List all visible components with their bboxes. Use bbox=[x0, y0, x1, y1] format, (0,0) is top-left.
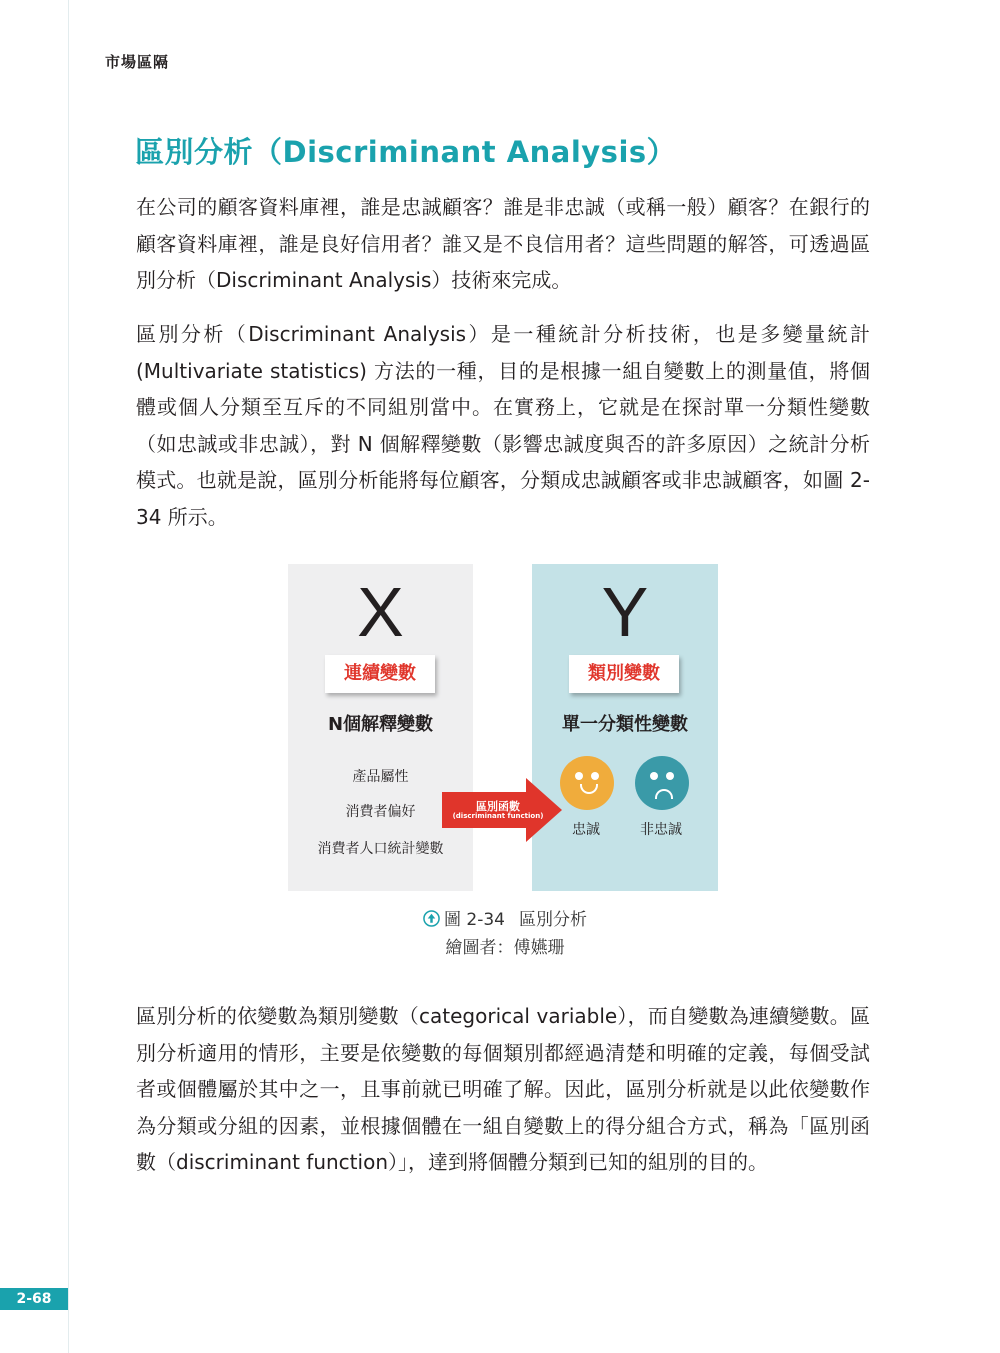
x-item-product-attributes: 產品屬性 bbox=[352, 769, 409, 785]
caption-number: 圖 2-34 bbox=[444, 910, 505, 930]
x-item-consumer-preference: 消費者偏好 bbox=[345, 804, 416, 820]
arrow-label: 區別函數 bbox=[476, 800, 520, 813]
disloyal-label: 非忠誠 bbox=[640, 822, 682, 838]
x-letter: X bbox=[357, 573, 404, 651]
happy-face-icon bbox=[560, 756, 614, 810]
up-arrow-circle-icon bbox=[423, 910, 440, 927]
caption-credit: 繪圖者：傅嬿珊 bbox=[445, 938, 565, 958]
categorical-variable-box: 類別變數 bbox=[569, 655, 679, 693]
sad-face-icon bbox=[635, 756, 689, 810]
arrow-sublabel: (discriminant function) bbox=[452, 812, 544, 820]
page-number: 2-68 bbox=[0, 1288, 68, 1310]
x-subtitle: N個解釋變數 bbox=[327, 714, 434, 735]
paragraph-dependent-variable: 區別分析的依變數為類別變數（categorical variable），而自變數為連續變數。區別分析適用的情形，主要是依變數的每個類別都經過清楚和明確的定義，每個受試者或個體屬於其中之一，且事前就已明確了解。因此，區別分析就是以此依變數作為分類或分組的因素，並根據個體在一組自變數上的得分組合方式，稱為「區別函數（discriminant function）」，達到將個體分類到已知的組別的目的。 bbox=[136, 1004, 870, 1174]
running-head: 市場區隔 bbox=[105, 53, 170, 71]
y-subtitle: 單一分類性變數 bbox=[562, 714, 688, 735]
discriminant-analysis-figure bbox=[288, 564, 718, 891]
figure-caption bbox=[395, 906, 615, 962]
section-title: 區別分析（Discriminant Analysis） bbox=[135, 135, 677, 169]
loyal-label: 忠誠 bbox=[572, 822, 600, 838]
x-item-demographics: 消費者人口統計變數 bbox=[317, 841, 444, 857]
margin-rule bbox=[68, 0, 69, 1353]
paragraph-intro: 在公司的顧客資料庫裡，誰是忠誠顧客？誰是非忠誠（或稱一般）顧客？在銀行的顧客資料庫裡，誰是良好信用者？誰又是不良信用者？這些問題的解答，可透過區別分析（Discriminant Analysis）技術來完成。 bbox=[136, 195, 870, 292]
paragraph-definition: 區別分析（Discriminant Analysis）是一種統計分析技術，也是多變量統計 (Multivariate statistics) 方法的一種，目的是根據一組自變數上的測量值，將個體或個人分類至互斥的不同組別當中。在實務上，它就是在探討單一分類性變數（如忠誠或非忠誠），對 N 個解釋變數（影響忠誠度與否的許多原因）之統計分析模式。也就是說，區別分析能將每位顧客，分類成忠誠顧客或非忠誠顧客，如圖 2-34 所示。 bbox=[136, 322, 870, 529]
caption-title: 區別分析 bbox=[519, 910, 587, 930]
continuous-variable-box: 連續變數 bbox=[325, 655, 435, 693]
y-letter: Y bbox=[601, 573, 649, 651]
